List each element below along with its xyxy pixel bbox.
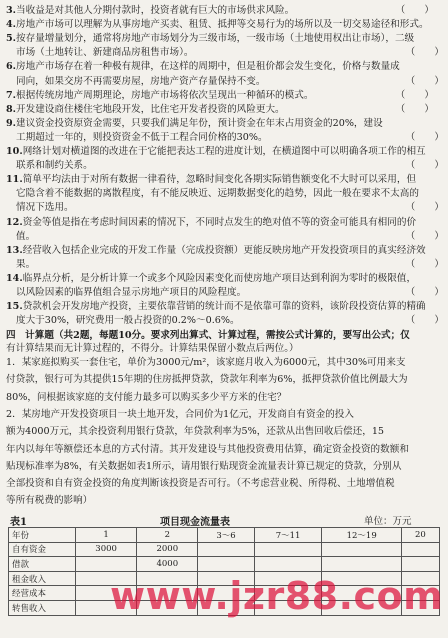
question-text: 值。 <box>16 230 36 242</box>
table-cell <box>322 542 401 557</box>
question-line <box>6 103 442 116</box>
question-text: 建议资金投资原资金需要，只要我们满足年份，预计资金在年末占用资金的20%，建设 <box>16 117 383 129</box>
table-cell: 3～6 <box>198 528 254 543</box>
question-line <box>6 60 442 73</box>
question-text: 果。 <box>16 258 36 270</box>
question-text: 房地产市场可以理解为从事房地产买卖、租赁、抵押等交易行为的场所以及一切交易途径和形式。 <box>16 19 429 31</box>
question-line <box>6 145 442 158</box>
table-cell: 借款 <box>9 557 76 572</box>
question-text: 度大于30%，研究费用一般占投资的0.2%～0.6%。 <box>16 315 240 327</box>
problem-line: 1．某家庭拟购买一套住宅，单价为3000元/m²，该家庭月收入为6000元，其中30%可用来支 <box>6 357 406 368</box>
question-number: 5. <box>6 33 17 45</box>
question-number: 3. <box>6 5 17 16</box>
table-cell: 转售收入 <box>9 600 76 615</box>
table-unit: 单位：万元 <box>364 516 412 527</box>
problem-line: 2．某房地产开发投资项目一块土地开发，合同价为1亿元，开发商自有资金的投入 <box>6 408 354 420</box>
table-cell: 2000 <box>137 542 198 557</box>
answer-bracket: （ ） <box>405 258 444 270</box>
problem-line: 等所有税费的影响） <box>6 495 93 507</box>
table-cell <box>401 557 439 572</box>
table-cell: 2 <box>137 528 198 543</box>
question-text: 它隐含着不能数据的离散程度，有不能反映近、远期数据变化的趋势，因此一般在要求不太高的 <box>16 188 419 200</box>
section-heading <box>6 329 442 342</box>
table-cell: 4000 <box>137 557 198 572</box>
table-cell <box>198 542 254 557</box>
question-text: 情况下选用。 <box>16 202 74 214</box>
question-number: 9. <box>6 117 17 129</box>
table-label: 表1 <box>10 517 27 528</box>
question-text: 同向，如果交房不再需要房屋，房地产资产存量保持不变。 <box>16 75 266 87</box>
table-row <box>9 542 440 557</box>
table-cell: 7～11 <box>254 528 322 543</box>
question-line <box>6 201 448 214</box>
question-line <box>6 46 448 59</box>
answer-bracket: （ ） <box>395 89 434 101</box>
table-cell: 3000 <box>76 542 137 557</box>
question-number: 13. <box>6 244 23 256</box>
question-line <box>6 258 448 271</box>
question-line <box>6 117 442 130</box>
answer-bracket: （ ） <box>405 160 444 172</box>
section-instructions: （共2题，每题10分。要求列出算式、计算过程，需按公式计算的，要写出公式；仅 <box>53 330 410 341</box>
problem-line: 贴现标准率为8%，有关数据如表1所示，请用银行贴现资金流量表计算已规定的贷款，分别从 <box>6 460 402 472</box>
problem-line: 80%，问根据该家庭的支付能力最多可以购买多少平方米的住宅？ <box>6 391 287 403</box>
question-number: 10. <box>6 146 23 157</box>
table-cell <box>254 557 322 572</box>
question-line <box>6 75 448 88</box>
section-instructions-cont: 有计算结果而无计算过程的，不得分。计算结果保留小数点后两位。） <box>6 343 299 354</box>
table-cell <box>76 557 137 572</box>
question-line <box>6 131 448 144</box>
question-line <box>6 32 442 45</box>
question-text: 网络计划对横道图的改进在于它能把表达工程的进度计划，在横道图中可以明确各项工作的相互 <box>22 146 426 157</box>
question-text: 房地产市场存在着一种极有规律，在这样的周期中，但是租价都会发生变化，价格与数量成 <box>16 61 400 73</box>
question-number: 8. <box>6 103 17 115</box>
table-cell: 经营成本 <box>9 586 76 601</box>
question-text: 市场（土地转让、新建商品房租售市场）。 <box>16 47 194 59</box>
question-text: 联系和制约关系。 <box>16 160 93 172</box>
answer-bracket: （ ） <box>405 287 444 298</box>
question-number: 6. <box>6 61 17 73</box>
question-line <box>6 187 448 200</box>
table-cell <box>401 542 439 557</box>
table-title: 项目现金流量表 <box>160 517 230 528</box>
question-text: 按存量增量划分，通常将房地产市场划分为三级市场，一级市场（土地使用权出让市场），二级 <box>16 33 415 45</box>
answer-bracket: （ ） <box>405 47 444 59</box>
answer-bracket: （ ） <box>405 75 444 87</box>
question-text: 当收益是对其他人分期付款时，投资者就有巨大的市场供求风险。 <box>16 5 295 16</box>
question-line <box>6 18 442 31</box>
site-watermark: www.jzr88.com <box>110 574 444 618</box>
question-line <box>6 216 442 229</box>
answer-bracket: （ ） <box>405 230 444 242</box>
question-text: 经营收入包括企业完成的开发工作量（完成投资额）更能反映房地产开发投资项目的真实经济效 <box>22 244 426 256</box>
question-text: 资金等值是指在考虑时间因素的情况下，不同时点发生的绝对值不等的资金可能具有相同的价 <box>22 216 417 228</box>
question-line <box>6 300 442 313</box>
problem-line: 付贷款，银行可为其提供15年期的住房抵押贷款，贷款年利率为6%，抵押贷款价值比例最大为 <box>6 374 408 386</box>
question-line <box>6 173 442 186</box>
section-title: 四 计算题 <box>6 330 54 341</box>
question-text: 以风险因素的临界值组合显示房地产项目的风险程度。 <box>16 287 247 298</box>
table-cell <box>198 557 254 572</box>
table-cell <box>322 557 401 572</box>
table-cell: 年份 <box>9 528 76 543</box>
table-cell: 20 <box>401 528 439 543</box>
answer-bracket: （ ） <box>405 131 444 143</box>
table-cell: 自有资金 <box>9 542 76 557</box>
question-text: 贷款机会开发房地产投资，主要依靠营销的统计而不是依靠可靠的资料，该阶段投资估算的精确 <box>22 301 426 313</box>
question-line <box>6 286 448 299</box>
question-line <box>6 244 442 257</box>
answer-bracket: （ ） <box>395 5 434 16</box>
table-header-row <box>9 528 440 543</box>
table-cell: 1 <box>76 528 137 543</box>
table-cell: 租金收入 <box>9 571 76 586</box>
answer-bracket: （ ） <box>395 103 434 115</box>
question-line <box>6 4 442 17</box>
question-line <box>6 159 448 172</box>
question-number: 4. <box>6 19 17 31</box>
question-text: 临界点分析，是分析计算一个或多个风险因素变化而使房地产项目达到利润为零时的极限值， <box>22 272 417 284</box>
question-line <box>6 314 448 327</box>
answer-bracket: （ ） <box>405 202 444 214</box>
table-cell <box>254 542 322 557</box>
question-text: 开发建设商住楼住宅地段开发，比住宅开发者投资的风险更大。 <box>16 103 285 115</box>
question-number: 7. <box>6 89 17 101</box>
question-text: 根据传统房地产周期理论，房地产市场将依次呈现出一种循环的模式。 <box>16 89 314 101</box>
question-line <box>6 230 448 243</box>
question-line <box>6 89 442 102</box>
problem-line: 全部投资和自有资金投资的角度判断该投资是否可行。（不考虑营业税、所得税、土地增值税 <box>6 478 395 490</box>
table-cell: 12～19 <box>322 528 401 543</box>
question-number: 12. <box>6 216 23 228</box>
answer-bracket: （ ） <box>405 315 444 327</box>
question-text: 工期超过一年的，则投资资金不低于工程合同价格的30%。 <box>16 131 268 143</box>
question-number: 11. <box>6 174 23 186</box>
question-number: 15. <box>6 301 23 313</box>
problem-line: 年内以每年等额偿还本息的方式付清。其开发建设与其他投资费用估算，确定资金投资的数额和 <box>6 443 409 455</box>
problem-line: 额为4000万元，其余投资利用银行贷款，年贷款利率为5%，还款从出售回收后偿还，15 <box>6 426 385 438</box>
question-number: 14. <box>6 272 23 284</box>
table-row <box>9 557 440 572</box>
question-line <box>6 272 442 285</box>
question-text: 简单平均法由于对所有数据一律看待，忽略时间变化各期实际销售额变化不大时可以采用，但 <box>22 174 417 186</box>
